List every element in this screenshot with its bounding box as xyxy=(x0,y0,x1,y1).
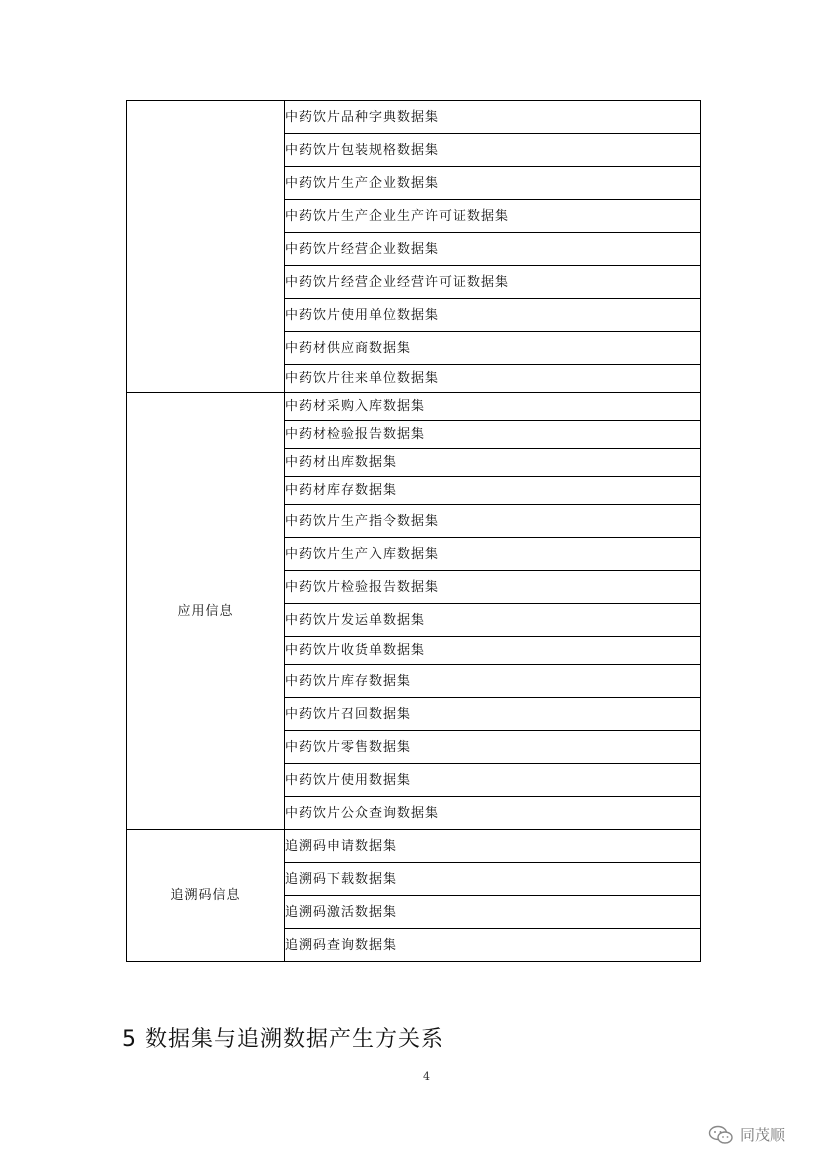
dataset-item: 追溯码激活数据集 xyxy=(285,896,701,929)
dataset-item: 中药饮片生产企业数据集 xyxy=(285,167,701,200)
dataset-item: 中药材出库数据集 xyxy=(285,449,701,477)
page-number: 4 xyxy=(423,1070,430,1083)
dataset-item: 中药饮片包装规格数据集 xyxy=(285,134,701,167)
dataset-item: 中药饮片生产企业生产许可证数据集 xyxy=(285,200,701,233)
dataset-item: 中药饮片零售数据集 xyxy=(285,731,701,764)
group-cell xyxy=(127,101,285,393)
dataset-item: 中药饮片发运单数据集 xyxy=(285,604,701,637)
table-row xyxy=(127,101,701,134)
wechat-icon xyxy=(708,1125,734,1145)
dataset-item: 中药饮片经营企业数据集 xyxy=(285,233,701,266)
dataset-item: 追溯码查询数据集 xyxy=(285,929,701,962)
dataset-item: 中药饮片生产入库数据集 xyxy=(285,538,701,571)
dataset-item: 中药饮片品种字典数据集 xyxy=(285,101,701,134)
dataset-table xyxy=(126,100,701,962)
dataset-item: 中药饮片库存数据集 xyxy=(285,665,701,698)
watermark-text: 同茂顺 xyxy=(740,1126,786,1144)
dataset-item: 中药材采购入库数据集 xyxy=(285,393,701,421)
dataset-item: 中药饮片生产指令数据集 xyxy=(285,505,701,538)
dataset-item: 中药饮片收货单数据集 xyxy=(285,637,701,665)
dataset-item: 中药材检验报告数据集 xyxy=(285,421,701,449)
table-row xyxy=(127,393,701,421)
dataset-item: 中药材库存数据集 xyxy=(285,477,701,505)
dataset-item: 中药饮片使用数据集 xyxy=(285,764,701,797)
dataset-item: 中药饮片公众查询数据集 xyxy=(285,797,701,830)
dataset-item: 中药饮片经营企业经营许可证数据集 xyxy=(285,266,701,299)
dataset-item: 追溯码申请数据集 xyxy=(285,830,701,863)
section-heading: 5 数据集与追溯数据产生方关系 xyxy=(122,1027,444,1052)
dataset-item: 中药饮片使用单位数据集 xyxy=(285,299,701,332)
dataset-item: 追溯码下载数据集 xyxy=(285,863,701,896)
group-cell-application-info: 应用信息 xyxy=(127,393,285,830)
group-cell-trace-code-info: 追溯码信息 xyxy=(127,830,285,962)
dataset-item: 中药饮片往来单位数据集 xyxy=(285,365,701,393)
dataset-item: 中药材供应商数据集 xyxy=(285,332,701,365)
table-row xyxy=(127,830,701,863)
dataset-item: 中药饮片召回数据集 xyxy=(285,698,701,731)
watermark xyxy=(708,1124,785,1145)
dataset-item: 中药饮片检验报告数据集 xyxy=(285,571,701,604)
